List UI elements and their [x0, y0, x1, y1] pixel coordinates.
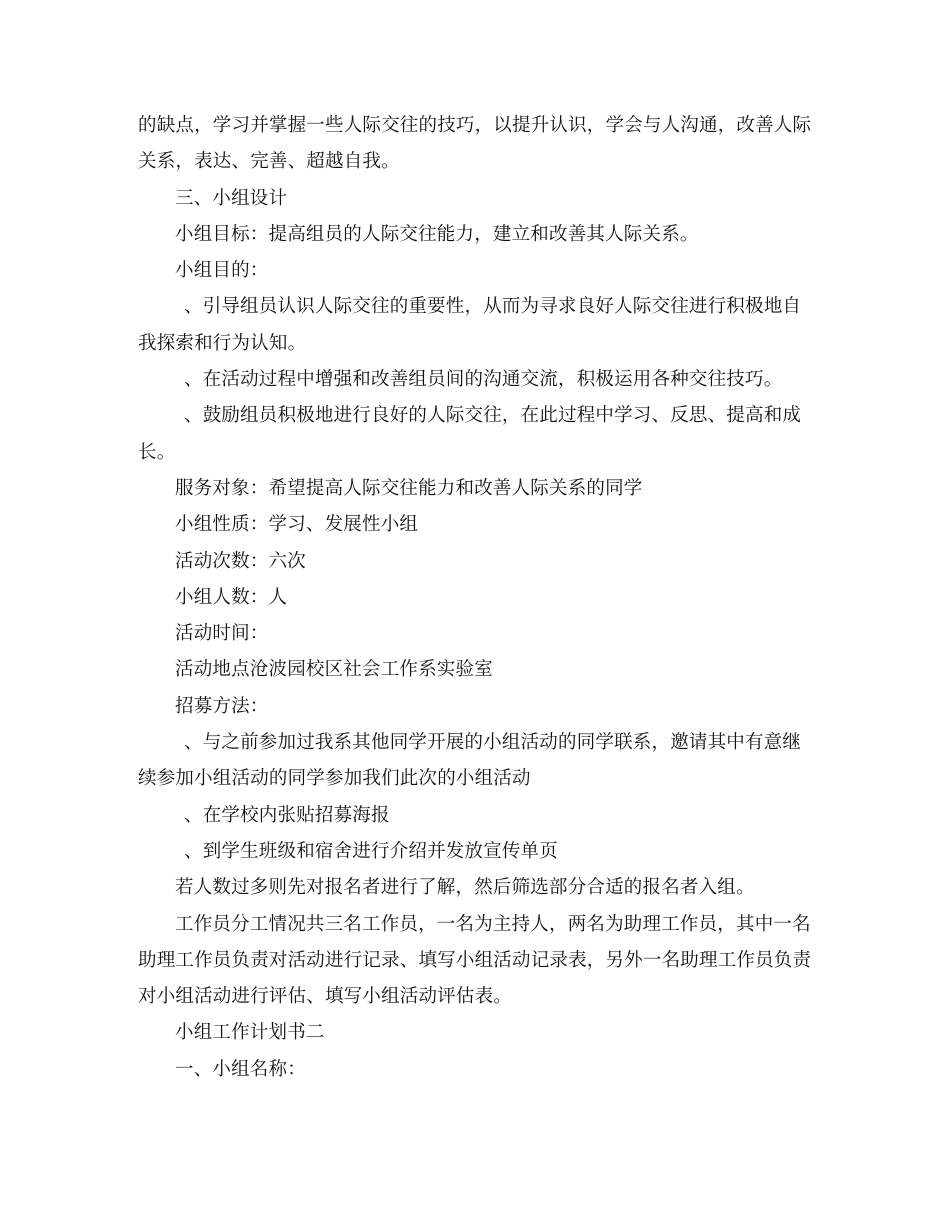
paragraph-activity-time: 活动时间： [175, 623, 269, 645]
list-item-purpose-3: 、鼓励组员积极地进行良好的人际交往，在此过程中学习、反思、提高和成长。 [138, 405, 802, 463]
list-item-recruit-1: 、与之前参加过我系其他同学开展的小组活动的同学联系，邀请其中有意继续参加小组活动的同学参加我们此次的小组活动 [138, 732, 802, 790]
paragraph-recruit-method-label: 招募方法： [175, 695, 269, 717]
paragraph-service-target: 服务对象：希望提高人际交往能力和改善人际关系的同学 [175, 477, 643, 499]
paragraph-activity-count: 活动次数：六次 [175, 550, 306, 572]
paragraph-screening: 若人数过多则先对报名者进行了解，然后筛选部分合适的报名者入组。 [175, 877, 755, 899]
paragraph-group-goal: 小组目标：提高组员的人际交往能力，建立和改善其人际关系。 [175, 223, 699, 245]
section-heading-group-design: 三、小组设计 [175, 187, 288, 209]
heading-plan-two: 小组工作计划书二 [175, 1022, 325, 1044]
paragraph-staff-division: 工作员分工情况共三名工作员，一名为主持人，两名为助理工作员，其中一名助理工作员负责对活动进行记录、填写小组活动记录表，另外一名助理工作员负责对小组活动进行评估、填写小组活动评估表。 [138, 913, 812, 1008]
paragraph-group-nature: 小组性质：学习、发展性小组 [175, 514, 419, 536]
document-body [138, 108, 818, 1088]
list-item-recruit-2: 、在学校内张贴招募海报 [184, 804, 390, 826]
section-heading-group-name: 一、小组名称： [175, 1058, 306, 1080]
paragraph-activity-location: 活动地点沧波园校区社会工作系实验室 [175, 659, 493, 681]
paragraph-group-size: 小组人数：人 [175, 586, 288, 608]
list-item-recruit-3: 、到学生班级和宿舍进行介绍并发放宣传单页 [184, 840, 559, 862]
list-item-purpose-1: 、引导组员认识人际交往的重要性，从而为寻求良好人际交往进行积极地自我探索和行为认知。 [138, 296, 802, 354]
list-item-purpose-2: 、在活动过程中增强和改善组员间的沟通交流，积极运用各种交往技巧。 [184, 369, 783, 391]
paragraph-continuation: 的缺点，学习并掌握一些人际交往的技巧，以提升认识，学会与人沟通，改善人际关系，表达、完善、超越自我。 [138, 115, 812, 173]
paragraph-group-purpose-label: 小组目的： [175, 260, 269, 282]
